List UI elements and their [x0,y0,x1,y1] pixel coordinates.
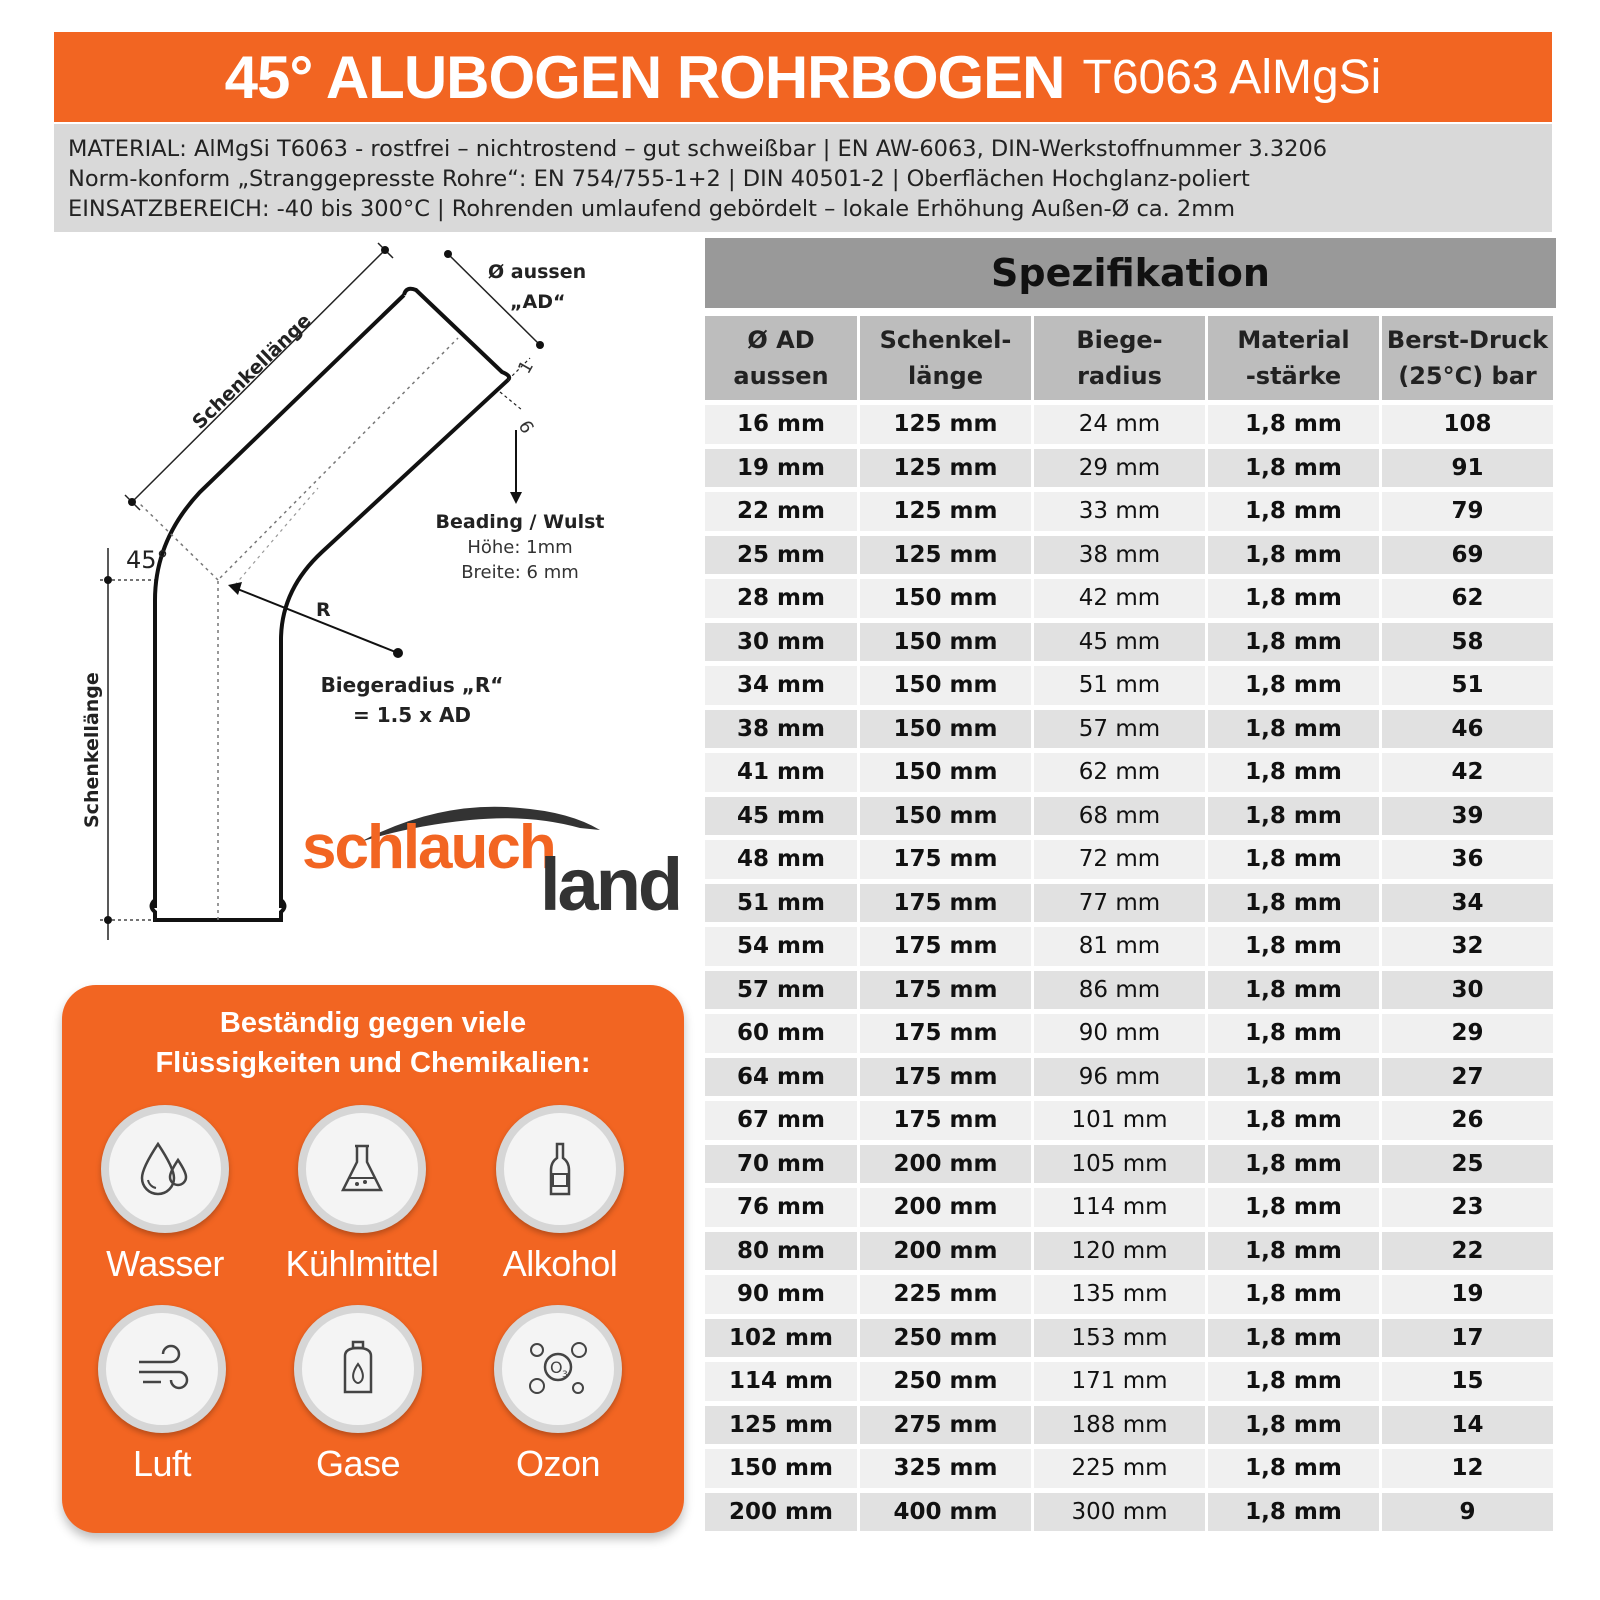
spec-cell: 200 mm [860,1188,1031,1227]
chem-item-luft [72,1305,252,1485]
spec-cell: 60 mm [705,1014,857,1053]
spec-cell: 1,8 mm [1208,1101,1379,1140]
spec-cell: 77 mm [1034,884,1205,923]
spec-cell: 64 mm [705,1058,857,1097]
chemical-resistance-box [62,985,684,1533]
spec-cell: 135 mm [1034,1275,1205,1314]
spec-cell: 171 mm [1034,1362,1205,1401]
spec-cell: 36 [1382,840,1553,879]
spec-cell: 1,8 mm [1208,1449,1379,1488]
spec-cell: 39 [1382,797,1553,836]
spec-cell: 1,8 mm [1208,710,1379,749]
spec-cell: 175 mm [860,1014,1031,1053]
specification-panel [705,238,1556,1536]
spec-row [705,710,1553,749]
header-biegeradius: Biege- radius [1034,316,1205,400]
spec-cell: 114 mm [705,1362,857,1401]
spec-cell: 225 mm [1034,1449,1205,1488]
header-od: Ø AD aussen [705,316,857,400]
spec-cell: 200 mm [860,1145,1031,1184]
spec-cell: 57 mm [705,971,857,1010]
spec-cell: 19 mm [705,449,857,488]
spec-cell: 29 mm [1034,449,1205,488]
wind-icon [98,1305,226,1433]
spec-cell: 51 mm [705,884,857,923]
spec-cell: 27 [1382,1058,1553,1097]
chem-item-kuehlmittel [272,1105,452,1285]
spec-row [705,1449,1553,1488]
chem-item-gase [268,1305,448,1485]
spec-cell: 48 mm [705,840,857,879]
spec-row [705,1319,1553,1358]
spec-header-row [705,316,1553,400]
spec-cell: 1,8 mm [1208,1058,1379,1097]
spec-cell: 1,8 mm [1208,1362,1379,1401]
spec-cell: 153 mm [1034,1319,1205,1358]
radius-r-label: R [316,599,331,621]
spec-cell: 1,8 mm [1208,1014,1379,1053]
spec-cell: 26 [1382,1101,1553,1140]
spec-cell: 17 [1382,1319,1553,1358]
pipe-top-end [404,289,509,380]
spec-row [705,666,1553,705]
spec-cell: 68 mm [1034,797,1205,836]
spec-row [705,1101,1553,1140]
spec-cell: 1,8 mm [1208,1188,1379,1227]
spec-cell: 81 mm [1034,927,1205,966]
spec-cell: 57 mm [1034,710,1205,749]
spec-cell: 175 mm [860,840,1031,879]
schlauchland-logo [302,807,680,926]
spec-cell: 22 [1382,1232,1553,1271]
spec-cell: 150 mm [860,797,1031,836]
ozone-icon [494,1305,622,1433]
spec-cell: 102 mm [705,1319,857,1358]
spec-cell: 23 [1382,1188,1553,1227]
spec-row [705,492,1553,531]
spec-cell: 150 mm [860,666,1031,705]
spec-cell: 67 mm [705,1101,857,1140]
spec-cell: 91 [1382,449,1553,488]
spec-cell: 200 mm [860,1232,1031,1271]
spec-row [705,1362,1553,1401]
spec-row [705,971,1553,1010]
spec-cell: 1,8 mm [1208,579,1379,618]
spec-cell: 225 mm [860,1275,1031,1314]
gas-cylinder-icon [294,1305,422,1433]
spec-cell: 96 mm [1034,1058,1205,1097]
info-line-range: EINSATZBEREICH: -40 bis 300°C | Rohrenden umlaufend gebördelt – lokale Erhöhung Außen-Ø ca. 2mm [68,196,1236,222]
chem-title: Beständig gegen viele Flüssigkeiten und Chemikalien: [155,1007,591,1079]
spec-row [705,579,1553,618]
spec-cell: 1,8 mm [1208,1406,1379,1445]
spec-cell: 125 mm [860,405,1031,444]
info-line-material: MATERIAL: AlMgSi T6063 - rostfrei – nichtrostend – gut schweißbar | EN AW-6063, DIN-Werkstoffnummer 3.3206 [68,136,1328,162]
spec-cell: 120 mm [1034,1232,1205,1271]
spec-cell: 58 [1382,623,1553,662]
spec-cell: 200 mm [705,1493,857,1532]
chem-label: Gase [315,1443,401,1484]
spec-row [705,623,1553,662]
spec-cell: 80 mm [705,1232,857,1271]
spec-row [705,1145,1553,1184]
spec-cell: 19 [1382,1275,1553,1314]
spec-cell: 62 [1382,579,1553,618]
spec-title: Spezifikation [705,238,1556,308]
spec-cell: 105 mm [1034,1145,1205,1184]
spec-cell: 51 [1382,666,1553,705]
spec-cell: 1,8 mm [1208,536,1379,575]
spec-row [705,1406,1553,1445]
spec-cell: 125 mm [860,449,1031,488]
spec-cell: 42 mm [1034,579,1205,618]
title-banner [54,32,1552,122]
spec-row [705,1493,1553,1532]
spec-cell: 1,8 mm [1208,971,1379,1010]
spec-row [705,536,1553,575]
spec-row [705,1058,1553,1097]
chem-label: Wasser [106,1243,224,1284]
beading-width: Breite: 6 mm [461,562,579,583]
title-sub: T6063 AlMgSi [1082,50,1382,104]
spec-cell: 16 mm [705,405,857,444]
spec-row [705,1232,1553,1271]
spec-cell: 150 mm [860,710,1031,749]
spec-cell: 175 mm [860,884,1031,923]
spec-cell: 62 mm [1034,753,1205,792]
spec-cell: 38 mm [1034,536,1205,575]
spec-cell: 25 [1382,1145,1553,1184]
header-material: Material -stärke [1208,316,1379,400]
spec-cell: 1,8 mm [1208,1232,1379,1271]
spec-row [705,884,1553,923]
title-main: 45° ALUBOGEN ROHRBOGEN [224,43,1065,111]
bead-dim-1: 1 [514,357,539,378]
spec-row [705,927,1553,966]
spec-cell: 28 mm [705,579,857,618]
spec-cell: 325 mm [860,1449,1031,1488]
spec-cell: 29 [1382,1014,1553,1053]
angle-label: 45° [126,546,169,574]
spec-cell: 54 mm [705,927,857,966]
spec-cell: 175 mm [860,1101,1031,1140]
spec-cell: 1,8 mm [1208,753,1379,792]
spec-cell: 30 [1382,971,1553,1010]
beading-height: Höhe: 1mm [467,537,573,558]
spec-cell: 90 mm [1034,1014,1205,1053]
spec-cell: 12 [1382,1449,1553,1488]
spec-cell: 30 mm [705,623,857,662]
od-label-1: Ø aussen [488,261,587,283]
spec-cell: 1,8 mm [1208,1493,1379,1532]
spec-row [705,405,1553,444]
spec-cell: 1,8 mm [1208,492,1379,531]
spec-row [705,449,1553,488]
spec-cell: 150 mm [705,1449,857,1488]
chem-item-ozon [468,1305,648,1485]
spec-cell: 1,8 mm [1208,405,1379,444]
spec-cell: 150 mm [860,579,1031,618]
spec-cell: 72 mm [1034,840,1205,879]
spec-table [702,311,1556,1536]
spec-row [705,753,1553,792]
spec-cell: 1,8 mm [1208,1319,1379,1358]
water-drops-icon [101,1105,229,1233]
logo-text-part1: schlauch [302,813,555,882]
svg-text:3: 3 [562,1370,568,1380]
spec-cell: 1,8 mm [1208,797,1379,836]
spec-cell: 250 mm [860,1362,1031,1401]
chem-label: Kühlmittel [285,1243,439,1284]
chem-item-wasser [75,1105,255,1285]
spec-cell: 175 mm [860,1058,1031,1097]
spec-row [705,840,1553,879]
spec-cell: 250 mm [860,1319,1031,1358]
spec-cell: 76 mm [705,1188,857,1227]
spec-cell: 15 [1382,1362,1553,1401]
material-info-box [54,124,1552,232]
pipe-bend-diagram [60,240,700,970]
spec-cell: 86 mm [1034,971,1205,1010]
spec-cell: 70 mm [705,1145,857,1184]
spec-cell: 1,8 mm [1208,449,1379,488]
spec-cell: 1,8 mm [1208,1145,1379,1184]
spec-cell: 1,8 mm [1208,884,1379,923]
chem-label: Alkohol [502,1243,618,1284]
od-label-2: „AD“ [510,291,566,313]
bottle-icon [496,1105,624,1233]
spec-cell: 108 [1382,405,1553,444]
spec-cell: 34 [1382,884,1553,923]
logo-text-part2: land [540,843,681,926]
spec-cell: 1,8 mm [1208,840,1379,879]
bend-radius-line2: = 1.5 x AD [352,703,472,727]
spec-cell: 125 mm [705,1406,857,1445]
spec-cell: 1,8 mm [1208,623,1379,662]
spec-cell: 38 mm [705,710,857,749]
spec-cell: 275 mm [860,1406,1031,1445]
spec-row [705,1275,1553,1314]
spec-cell: 34 mm [705,666,857,705]
spec-cell: 25 mm [705,536,857,575]
spec-row [705,797,1553,836]
header-schenkel: Schenkel- länge [860,316,1031,400]
info-line-norm: Norm-konform „Stranggepresste Rohre“: EN 754/755-1+2 | DIN 40501-2 | Oberflächen Hochglanz-poliert [68,166,1250,192]
chem-label: Ozon [515,1443,601,1484]
spec-cell: 1,8 mm [1208,1275,1379,1314]
spec-cell: 1,8 mm [1208,666,1379,705]
beading-title: Beading / Wulst [435,511,605,533]
spec-cell: 125 mm [860,492,1031,531]
spec-cell: 24 mm [1034,405,1205,444]
spec-cell: 188 mm [1034,1406,1205,1445]
spec-cell: 33 mm [1034,492,1205,531]
spec-cell: 400 mm [860,1493,1031,1532]
svg-text:O: O [550,1358,563,1377]
spec-row [705,1188,1553,1227]
spec-cell: 45 mm [1034,623,1205,662]
spec-cell: 79 [1382,492,1553,531]
spec-cell: 1,8 mm [1208,927,1379,966]
header-berstdruck: Berst-Druck (25°C) bar [1382,316,1553,400]
spec-cell: 150 mm [860,753,1031,792]
spec-cell: 22 mm [705,492,857,531]
spec-cell: 46 [1382,710,1553,749]
bead-dim-6: 6 [513,417,538,438]
spec-cell: 41 mm [705,753,857,792]
chem-label: Luft [132,1443,192,1484]
spec-row [705,1014,1553,1053]
spec-cell: 69 [1382,536,1553,575]
spec-cell: 32 [1382,927,1553,966]
spec-cell: 300 mm [1034,1493,1205,1532]
spec-cell: 45 mm [705,797,857,836]
spec-cell: 175 mm [860,927,1031,966]
spec-cell: 90 mm [705,1275,857,1314]
spec-cell: 175 mm [860,971,1031,1010]
schenkel-top-label: Schenkellänge [188,309,316,434]
flask-icon [298,1105,426,1233]
bend-radius-line1: Biegeradius „R“ [320,673,504,697]
spec-cell: 125 mm [860,536,1031,575]
chem-item-alkohol [470,1105,650,1285]
spec-cell: 42 [1382,753,1553,792]
spec-cell: 114 mm [1034,1188,1205,1227]
spec-cell: 14 [1382,1406,1553,1445]
spec-cell: 51 mm [1034,666,1205,705]
spec-cell: 101 mm [1034,1101,1205,1140]
spec-cell: 150 mm [860,623,1031,662]
spec-cell: 9 [1382,1493,1553,1532]
schenkel-left-label: Schenkellänge [81,672,103,828]
